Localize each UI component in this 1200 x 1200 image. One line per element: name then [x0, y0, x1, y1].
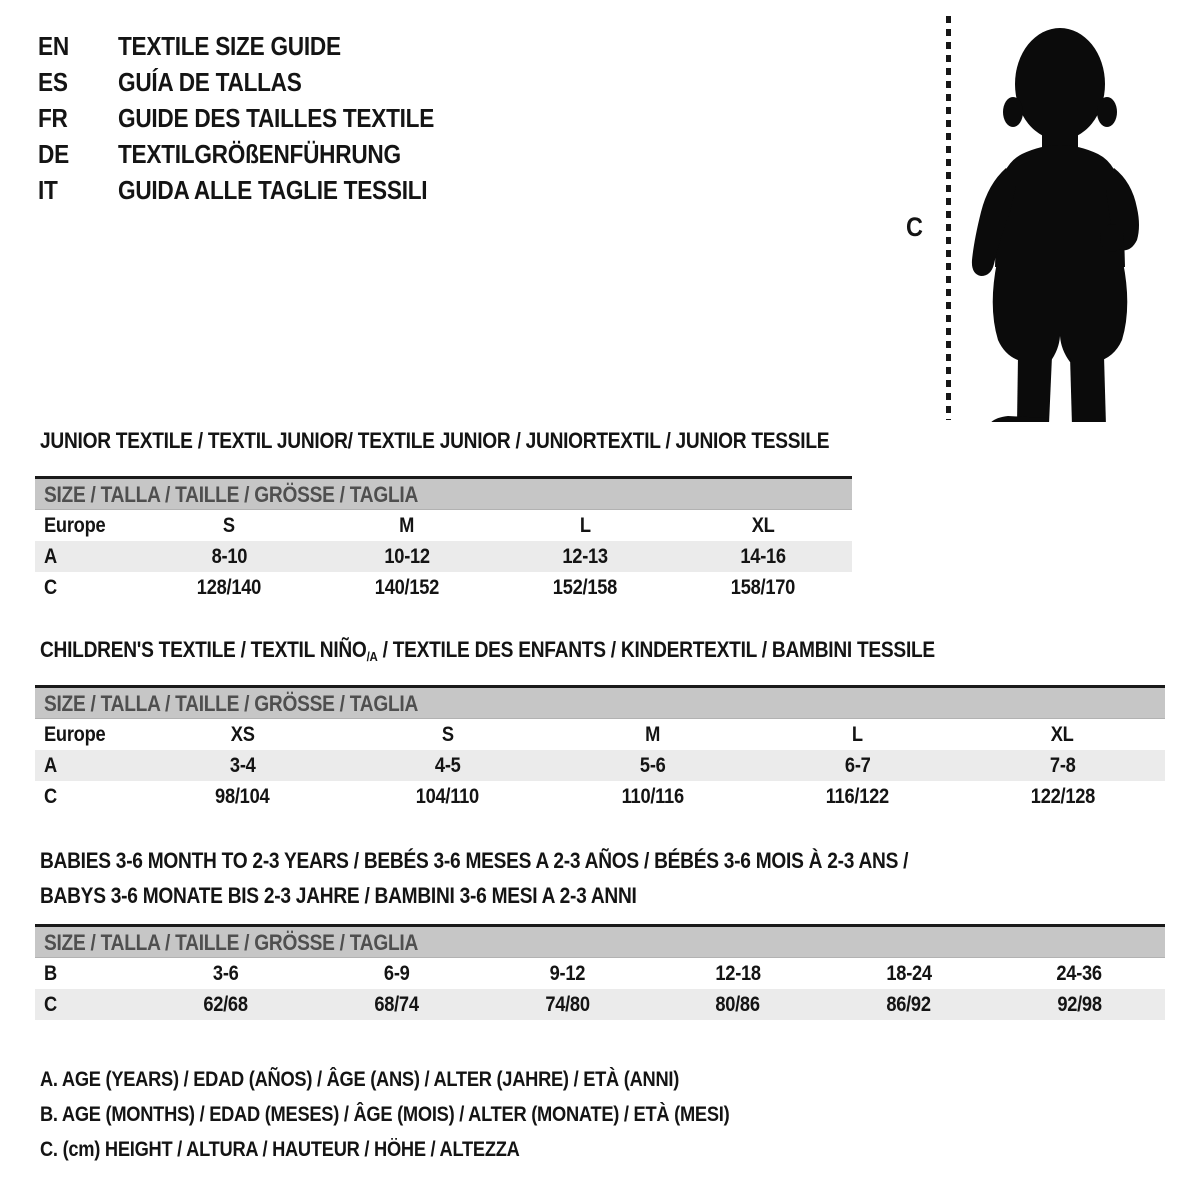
table-row [35, 719, 1165, 750]
size-header-bar [35, 924, 1165, 958]
language-code: DE [38, 139, 69, 169]
size-header-bar [35, 476, 852, 510]
table-cell: 3-4 [229, 754, 256, 777]
table-cell: 110/116 [621, 785, 684, 808]
language-title: GUIDE DES TAILLES TEXTILE [118, 103, 435, 133]
table-cell: 62/68 [203, 993, 248, 1016]
table-cell: 116/122 [825, 785, 890, 808]
table-cell: 68/74 [374, 993, 419, 1016]
size-header-bar [35, 685, 1165, 719]
language-code: FR [38, 103, 68, 133]
table-cell: XL [751, 514, 775, 537]
language-code: EN [38, 31, 69, 61]
junior-size-table [35, 476, 852, 603]
table-cell: 10-12 [384, 545, 430, 568]
table-cell: XL [1051, 723, 1074, 746]
table-cell: M [399, 514, 415, 537]
measurement-legend [40, 1062, 832, 1167]
baby-silhouette-icon [960, 22, 1160, 422]
table-cell: 74/80 [544, 993, 590, 1016]
table-cell: 92/98 [1057, 993, 1102, 1016]
legend-line: B. AGE (MONTHS) / EDAD (MESES) / ÂGE (MOIS) / ALTER (MONATE) / ETÀ (MESI) [40, 1103, 730, 1126]
table-cell: 6-7 [844, 754, 871, 777]
legend-line: A. AGE (YEARS) / EDAD (AÑOS) / ÂGE (ANS) / ALTER (JAHRE) / ETÀ (ANNI) [40, 1068, 680, 1091]
table-cell: L [852, 723, 863, 746]
language-row [38, 28, 481, 64]
row-label: C [44, 576, 57, 599]
size-header-label: SIZE / TALLA / TAILLE / GRÖSSE / TAGLIA [44, 691, 419, 716]
table-row [35, 750, 1165, 781]
babies-size-table [35, 924, 1165, 1020]
table-cell: 12-18 [715, 962, 761, 985]
language-title: GUIDA ALLE TAGLIE TESSILI [118, 175, 428, 205]
table-cell: L [579, 514, 591, 537]
row-label: C [44, 993, 57, 1016]
table-cell: 5-6 [639, 754, 666, 777]
table-cell: 14-16 [740, 545, 786, 568]
table-cell: 3-6 [212, 962, 239, 985]
table-cell: 104/110 [415, 785, 480, 808]
table-cell: 7-8 [1049, 754, 1076, 777]
table-cell: 158/170 [730, 576, 796, 599]
language-row [38, 64, 481, 100]
table-row [35, 541, 852, 572]
row-label: C [44, 785, 57, 808]
babies-section-heading: BABIES 3-6 MONTH TO 2-3 YEARS / BEBÉS 3-6 MESES A 2-3 AÑOS / BÉBÉS 3-6 MOIS À 2-3 ANS / BABYS 3-6 MONATE BIS 2-3 JAHRE / BAMBINI 3-6 MESI A 2-3 ANNI [40, 848, 909, 908]
heading-subscript: /A [366, 649, 378, 664]
table-row [35, 572, 852, 603]
table-cell: 18-24 [886, 962, 932, 985]
language-row [38, 100, 481, 136]
table-cell: 140/152 [374, 576, 440, 599]
row-label: B [44, 962, 57, 985]
language-list [38, 28, 481, 208]
table-cell: 4-5 [434, 754, 461, 777]
table-row [35, 958, 1165, 989]
table-cell: 12-13 [562, 545, 608, 568]
table-cell: 128/140 [196, 576, 262, 599]
table-cell: 8-10 [211, 545, 247, 568]
table-cell: 9-12 [549, 962, 585, 985]
height-measure-dashed-line [946, 16, 951, 420]
table-cell: 86/92 [886, 993, 931, 1016]
language-code: IT [38, 175, 58, 205]
table-cell: M [645, 723, 660, 746]
table-cell: XS [230, 723, 255, 746]
table-cell: S [223, 514, 235, 537]
table-cell: S [441, 723, 454, 746]
language-row [38, 136, 481, 172]
row-label: Europe [44, 514, 106, 537]
height-measure-label: C [906, 212, 923, 242]
language-row [38, 172, 481, 208]
table-cell: 152/158 [552, 576, 618, 599]
language-title: TEXTILE SIZE GUIDE [118, 31, 341, 61]
language-title: GUÍA DE TALLAS [118, 67, 302, 97]
language-title: TEXTILGRÖßENFÜHRUNG [118, 139, 401, 169]
table-cell: 80/86 [715, 993, 761, 1016]
table-row [35, 510, 852, 541]
table-cell: 24-36 [1056, 962, 1103, 985]
table-cell: 98/104 [215, 785, 270, 808]
size-header-label: SIZE / TALLA / TAILLE / GRÖSSE / TAGLIA [44, 482, 419, 507]
table-cell: 6-9 [383, 962, 410, 985]
row-label: A [44, 545, 57, 568]
language-code: ES [38, 67, 68, 97]
children-size-table [35, 685, 1165, 812]
row-label: Europe [44, 723, 106, 746]
size-header-label: SIZE / TALLA / TAILLE / GRÖSSE / TAGLIA [44, 930, 419, 955]
table-row [35, 781, 1165, 812]
children-section-heading: CHILDREN'S TEXTILE / TEXTIL $NIÑO_{/A}$ / TEXTILE DES ENFANTS / KINDERTEXTIL / BAMBINI TESSILE [40, 637, 935, 664]
junior-section-heading: JUNIOR TEXTILE / TEXTIL JUNIOR/ TEXTILE JUNIOR / JUNIORTEXTIL / JUNIOR TESSILE [40, 428, 830, 453]
row-label: A [44, 754, 57, 777]
legend-line: C. (cm) HEIGHT / ALTURA / HAUTEUR / HÖHE / ALTEZZA [40, 1138, 520, 1161]
table-row [35, 989, 1165, 1020]
table-cell: 122/128 [1030, 785, 1095, 808]
